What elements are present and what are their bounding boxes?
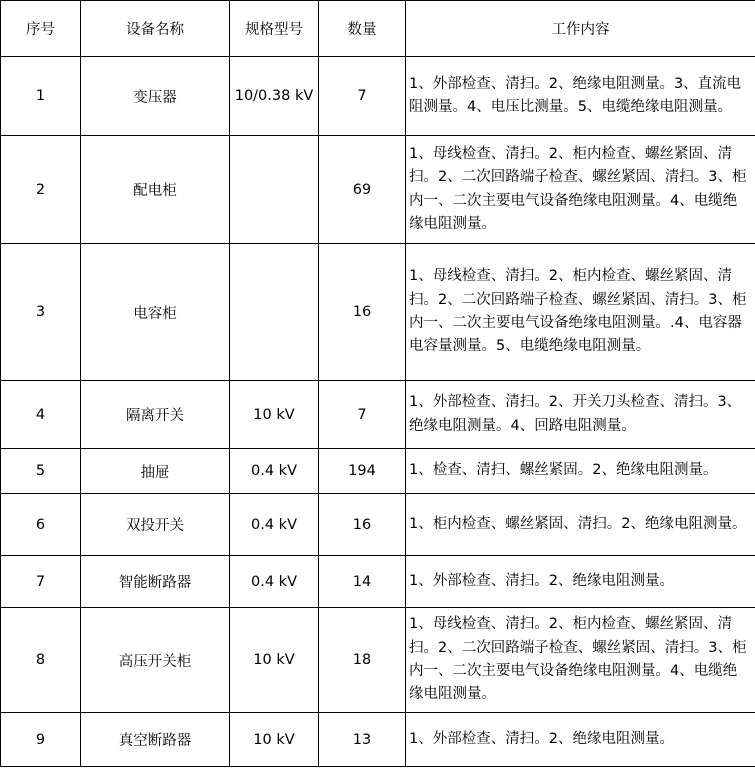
cell-spec [230,136,319,244]
cell-name: 配电柜 [81,136,230,244]
table-row [1,494,755,556]
cell-work: 1、母线检查、清扫。2、柜内检查、螺丝紧固、清扫。2、二次回路端子检查、螺丝紧固、清扫。3、柜内一、二次主要电气设备绝缘电阻测量。4、电缆绝缘电阻测量。 [406,136,755,244]
header-spec: 规格型号 [230,1,319,57]
cell-qty: 13 [319,713,406,767]
cell-spec: 10 kV [230,381,319,449]
cell-work: 1、母线检查、清扫。2、柜内检查、螺丝紧固、清扫。2、二次回路端子检查、螺丝紧固、清扫。3、柜内一、二次主要电气设备绝缘电阻测量。.4、电容器电容量测量。5、电缆绝缘电阻测量。 [406,244,755,381]
header-row [1,1,755,57]
cell-work: 1、外部检查、清扫。2、开关刀头检查、清扫。3、绝缘电阻测量。4、回路电阻测量。 [406,381,755,449]
cell-name: 电容柜 [81,244,230,381]
header-qty: 数量 [319,1,406,57]
cell-name: 高压开关柜 [81,608,230,713]
table-row [1,713,755,767]
cell-no: 5 [1,449,81,494]
cell-qty: 7 [319,381,406,449]
cell-work: 1、柜内检查、螺丝紧固、清扫。2、绝缘电阻测量。 [406,494,755,556]
cell-work: 1、母线检查、清扫。2、柜内检查、螺丝紧固、清扫。2、二次回路端子检查、螺丝紧固、清扫。3、柜内一、二次主要电气设备绝缘电阻测量。4、电缆绝缘电阻测量。 [406,608,755,713]
cell-no: 8 [1,608,81,713]
table-row [1,244,755,381]
cell-no: 2 [1,136,81,244]
cell-no: 3 [1,244,81,381]
cell-spec [230,244,319,381]
cell-qty: 16 [319,494,406,556]
cell-qty: 194 [319,449,406,494]
cell-name: 真空断路器 [81,713,230,767]
cell-name: 抽屉 [81,449,230,494]
cell-name: 隔离开关 [81,381,230,449]
table-row [1,556,755,608]
cell-work: 1、外部检查、清扫。2、绝缘电阻测量。 [406,556,755,608]
cell-qty: 14 [319,556,406,608]
table-row [1,57,755,136]
cell-no: 6 [1,494,81,556]
cell-no: 7 [1,556,81,608]
cell-spec: 10/0.38 kV [230,57,319,136]
cell-qty: 16 [319,244,406,381]
table-row [1,449,755,494]
cell-name: 双投开关 [81,494,230,556]
cell-qty: 69 [319,136,406,244]
cell-spec: 10 kV [230,713,319,767]
cell-spec: 0.4 kV [230,556,319,608]
cell-work: 1、外部检查、清扫。2、绝缘电阻测量。 [406,713,755,767]
cell-work: 1、检查、清扫、螺丝紧固。2、绝缘电阻测量。 [406,449,755,494]
table-row [1,381,755,449]
table-row [1,136,755,244]
cell-no: 1 [1,57,81,136]
cell-no: 9 [1,713,81,767]
cell-name: 变压器 [81,57,230,136]
cell-work: 1、外部检查、清扫。2、绝缘电阻测量。3、直流电阻测量。4、电压比测量。5、电缆绝缘电阻测量。 [406,57,755,136]
cell-name: 智能断路器 [81,556,230,608]
table-row [1,608,755,713]
cell-spec: 0.4 kV [230,449,319,494]
cell-no: 4 [1,381,81,449]
header-name: 设备名称 [81,1,230,57]
cell-spec: 10 kV [230,608,319,713]
cell-qty: 18 [319,608,406,713]
cell-spec: 0.4 kV [230,494,319,556]
header-no: 序号 [1,1,81,57]
header-work: 工作内容 [406,1,755,57]
cell-qty: 7 [319,57,406,136]
